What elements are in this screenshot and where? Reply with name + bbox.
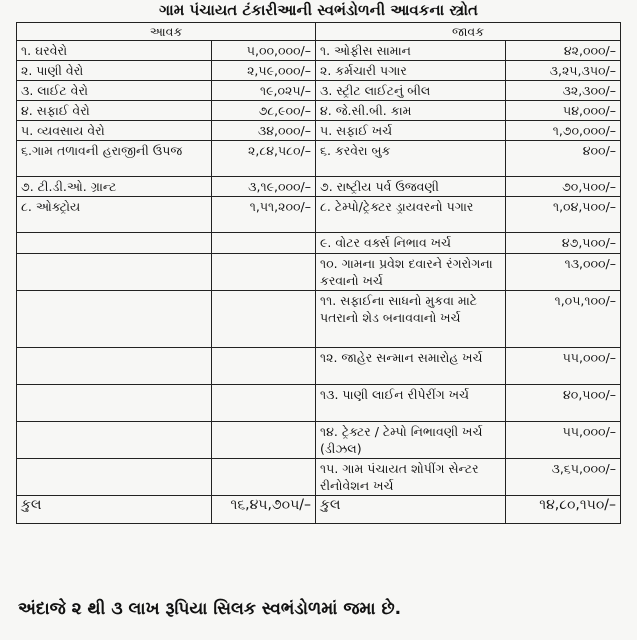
expense-label: ૧૦. ગામના પ્રવેશ દવારને રંગરોગના કરવાનો ખર્ચ — [316, 254, 506, 291]
table-row — [17, 254, 621, 291]
page-title: ગામ પંચાયત ટંકારીઆની સ્વભંડોળની આવકના સ્ત્રોત — [159, 1, 478, 19]
income-amount — [212, 233, 316, 254]
expense-amount: ૩,૬૫,૦૦૦/– — [506, 459, 621, 496]
expense-label: ૨. કર્મચારી પગાર — [316, 61, 506, 81]
income-amount: ૨,૫૯,૦૦૦/– — [212, 61, 316, 81]
income-amount — [212, 385, 316, 422]
income-total-amount: ૧૬,૪૫,૭૦૫/– — [212, 496, 316, 524]
expense-label: ૧૫. ગામ પંચાયત શોપીંગ સેન્ટર રીનોવેશન ખર્ચ — [316, 459, 506, 496]
table-row — [17, 291, 621, 348]
table-row — [17, 422, 621, 459]
income-total-label: કુલ — [17, 496, 212, 524]
income-amount: ૩૪,૦૦૦/– — [212, 121, 316, 141]
expense-amount: ૪૦૦/– — [506, 141, 621, 177]
income-label: ૧. ઘરવેરો — [17, 41, 212, 61]
income-label — [17, 422, 212, 459]
income-label — [17, 348, 212, 385]
expense-amount: ૩,૨૫,૩૫૦/– — [506, 61, 621, 81]
income-label — [17, 459, 212, 496]
expense-amount: ૪૨,૦૦૦/– — [506, 41, 621, 61]
income-label — [17, 385, 212, 422]
table-row — [17, 101, 621, 121]
expense-amount: ૧,૦૪,૫૦૦/– — [506, 197, 621, 233]
expense-header: જાવક — [316, 23, 621, 41]
expense-label: ૮. ટેમ્પો/ટ્રેક્ટર ડ્રાયવરનો પગાર — [316, 197, 506, 233]
table-row — [17, 459, 621, 496]
income-amount — [212, 422, 316, 459]
expense-label: ૧૪. ટ્રેક્ટર / ટેમ્પો નિભાવણી ખર્ચ (ડીઝલ) — [316, 422, 506, 459]
table-row — [17, 61, 621, 81]
table-row — [17, 121, 621, 141]
income-label — [17, 233, 212, 254]
income-amount: ૧,૫૧,૨૦૦/– — [212, 197, 316, 233]
expense-label: ૧૨. જાહેર સન્માન સમારોહ ખર્ચ — [316, 348, 506, 385]
income-label — [17, 291, 212, 348]
table-header-row — [17, 23, 621, 41]
income-header: આવક — [17, 23, 316, 41]
table-row — [17, 41, 621, 61]
expense-amount: ૩૨,૩૦૦/– — [506, 81, 621, 101]
income-amount: ૨,૮૪,૫૮૦/– — [212, 141, 316, 177]
income-label — [17, 254, 212, 291]
expense-amount: ૫૪,૦૦૦/– — [506, 101, 621, 121]
income-amount: ૫,૦૦,૦૦૦/– — [212, 41, 316, 61]
table-row — [17, 141, 621, 177]
expense-amount: ૭૦,૫૦૦/– — [506, 177, 621, 197]
income-expense-table — [16, 22, 621, 524]
expense-amount: ૪૭,૫૦૦/– — [506, 233, 621, 254]
income-amount: ૩,૧૯,૦૦૦/– — [212, 177, 316, 197]
expense-amount: ૧,૦૫,૧૦૦/– — [506, 291, 621, 348]
expense-label: ૩. સ્ટ્રીટ લાઈટનું બીલ — [316, 81, 506, 101]
income-label: ૭. ટી.ડી.ઓ. ગ્રાન્ટ — [17, 177, 212, 197]
table-row — [17, 81, 621, 101]
income-label: ૨. પાણી વેરો — [17, 61, 212, 81]
table-row — [17, 233, 621, 254]
expense-amount: ૧,૭૦,૦૦૦/– — [506, 121, 621, 141]
expense-amount: ૧૩,૦૦૦/– — [506, 254, 621, 291]
expense-label: ૪. જે.સી.બી. કામ — [316, 101, 506, 121]
income-label: ૪. સફાઈ વેરો — [17, 101, 212, 121]
table-row — [17, 177, 621, 197]
income-amount — [212, 348, 316, 385]
income-label: ૫. વ્યવસાય વેરો — [17, 121, 212, 141]
expense-label: ૧. ઓફીસ સામાન — [316, 41, 506, 61]
expense-amount: ૫૫,૦૦૦/– — [506, 348, 621, 385]
income-amount — [212, 254, 316, 291]
income-label: ૬.ગામ તળાવની હરાજીની ઉપજ — [17, 141, 212, 177]
expense-label: ૬. કરવેરા બુક — [316, 141, 506, 177]
expense-amount: ૫૫,૦૦૦/– — [506, 422, 621, 459]
expense-amount: ૪૦,૫૦૦/– — [506, 385, 621, 422]
expense-total-amount: ૧૪,૮૦,૧૫૦/– — [506, 496, 621, 524]
table-row — [17, 385, 621, 422]
table-row — [17, 197, 621, 233]
expense-total-label: કુલ — [316, 496, 506, 524]
expense-label: ૧૩. પાણી લાઈન રીપેરીંગ ખર્ચ — [316, 385, 506, 422]
expense-label: ૯. વોટર વર્ક્સ નિભાવ ખર્ચ — [316, 233, 506, 254]
income-amount: ૧૯,૦૨૫/– — [212, 81, 316, 101]
expense-label: ૫. સફાઈ ખર્ચ — [316, 121, 506, 141]
footer-note: અંદાજે ૨ થી ૩ લાખ રૂપિયા સિલક સ્વભંડોળમાં જમા છે. — [18, 599, 402, 619]
total-row — [17, 496, 621, 524]
expense-label: ૧૧. સફાઈના સાધનો મુકવા માટે પતરાનો શેડ બનાવવાનો ખર્ચ — [316, 291, 506, 348]
income-label: ૩. લાઈટ વેરો — [17, 81, 212, 101]
ledger-body — [17, 41, 621, 496]
table-row — [17, 348, 621, 385]
income-amount — [212, 291, 316, 348]
income-amount: ૭૮,૯૦૦/– — [212, 101, 316, 121]
income-label: ૮. ઓક્ટ્રોય — [17, 197, 212, 233]
income-amount — [212, 459, 316, 496]
expense-label: ૭. રાષ્ટ્રીય પર્વ ઉજવણી — [316, 177, 506, 197]
